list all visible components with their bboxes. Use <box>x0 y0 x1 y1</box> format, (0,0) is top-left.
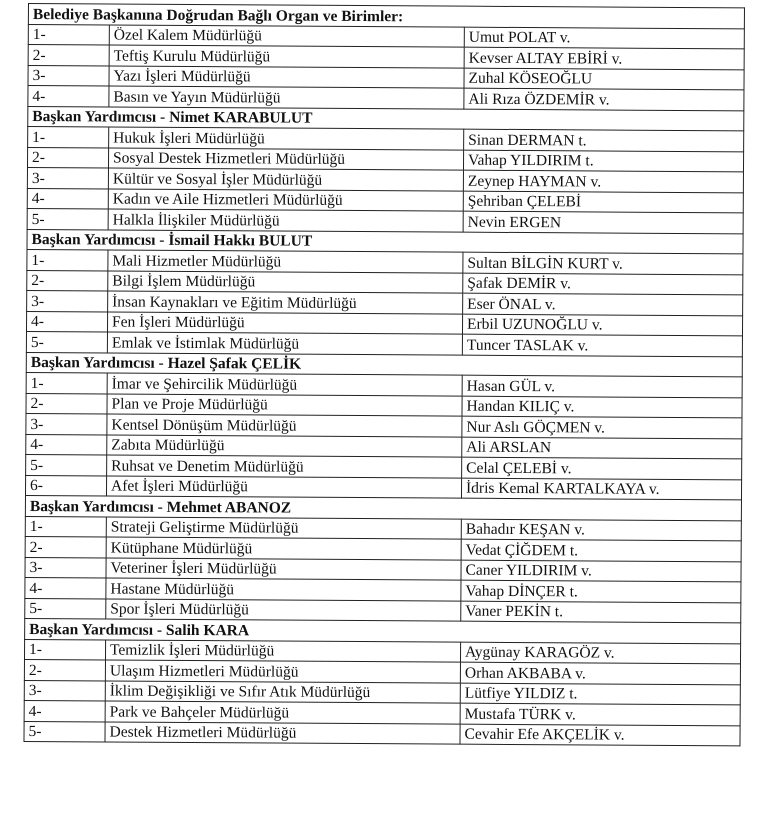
unit-name: İmar ve Şehircilik Müdürlüğü <box>107 373 462 396</box>
row-number: 2- <box>27 270 108 291</box>
unit-head-name: Nevin ERGEN <box>463 211 743 233</box>
unit-name: Veteriner İşleri Müdürlüğü <box>106 557 461 580</box>
row-number: 1- <box>27 249 108 270</box>
unit-head-name: Ali Rıza ÖZDEMİR v. <box>464 88 744 110</box>
unit-name: Hastane Müdürlüğü <box>106 578 461 601</box>
unit-head-name: Şehriban ÇELEBİ <box>463 191 743 213</box>
unit-name: Zabıta Müdürlüğü <box>107 434 462 457</box>
row-number: 5- <box>25 598 106 619</box>
unit-head-name: Umut POLAT v. <box>464 27 744 49</box>
unit-name: Ruhsat ve Denetim Müdürlüğü <box>107 455 462 478</box>
row-number: 2- <box>26 393 107 414</box>
unit-name: Fen İşleri Müdürlüğü <box>107 311 462 334</box>
section-title: Başkan Yardımcısı - Salih KARA <box>25 618 741 643</box>
row-number: 3- <box>27 290 108 311</box>
section-title: Başkan Yardımcısı - İsmail Hakkı BULUT <box>27 229 743 254</box>
row-number: 2- <box>24 659 105 680</box>
row-number: 4- <box>27 188 108 209</box>
unit-name: Halkla İlişkiler Müdürlüğü <box>108 209 463 232</box>
section-title: Başkan Yardımcısı - Hazel Şafak ÇELİK <box>26 352 742 377</box>
unit-name: Kütüphane Müdürlüğü <box>106 537 461 560</box>
row-number: 1- <box>28 127 109 148</box>
row-number: 5- <box>24 721 105 742</box>
row-number: 4- <box>28 86 109 107</box>
document-page <box>23 3 744 746</box>
unit-name: Destek Hizmetleri Müdürlüğü <box>105 721 460 744</box>
unit-head-name: Handan KILIÇ v. <box>462 396 742 418</box>
unit-name: Strateji Geliştirme Müdürlüğü <box>106 516 461 539</box>
unit-head-name: Nur Aslı GÖÇMEN v. <box>462 416 742 438</box>
unit-head-name: Sultan BİLGİN KURT v. <box>463 252 743 274</box>
unit-name: Özel Kalem Müdürlüğü <box>109 24 464 47</box>
row-number: 6- <box>25 475 106 496</box>
unit-head-name: Vahap YILDIRIM t. <box>463 150 743 172</box>
unit-head-name: Bahadır KEŞAN v. <box>461 519 741 541</box>
unit-name: Teftiş Kurulu Müdürlüğü <box>109 45 464 68</box>
row-number: 5- <box>27 208 108 229</box>
unit-head-name: Tuncer TASLAK v. <box>462 334 742 356</box>
row-number: 1- <box>26 372 107 393</box>
organization-table <box>23 3 745 746</box>
unit-head-name: Kevser ALTAY EBİRİ v. <box>464 47 744 69</box>
row-number: 2- <box>28 45 109 66</box>
unit-head-name: Şafak DEMİR v. <box>463 273 743 295</box>
unit-head-name: Celal ÇELEBİ v. <box>462 457 742 479</box>
unit-head-name: Zuhal KÖSEOĞLU <box>464 68 744 90</box>
unit-name: İnsan Kaynakları ve Eğitim Müdürlüğü <box>108 291 463 314</box>
unit-name: Spor İşleri Müdürlüğü <box>106 598 461 621</box>
unit-head-name: Mustafa TÜRK v. <box>460 703 740 725</box>
unit-name: Emlak ve İstimlak Müdürlüğü <box>107 332 462 355</box>
section-title: Başkan Yardımcısı - Mehmet ABANOZ <box>25 495 741 520</box>
row-number: 4- <box>26 311 107 332</box>
unit-head-name: Eser ÖNAL v. <box>463 293 743 315</box>
unit-name: Afet İşleri Müdürlüğü <box>106 475 461 498</box>
unit-name: Kadın ve Aile Hizmetleri Müdürlüğü <box>108 188 463 211</box>
unit-name: Kentsel Dönüşüm Müdürlüğü <box>107 414 462 437</box>
unit-head-name: Sinan DERMAN t. <box>464 129 744 151</box>
unit-head-name: Caner YILDIRIM v. <box>461 560 741 582</box>
unit-name: İklim Değişikliği ve Sıfır Atık Müdürlüğü <box>105 680 460 703</box>
unit-name: Temizlik İşleri Müdürlüğü <box>105 639 460 662</box>
unit-name: Plan ve Proje Müdürlüğü <box>107 393 462 416</box>
unit-name: Bilgi İşlem Müdürlüğü <box>108 270 463 293</box>
row-number: 3- <box>27 167 108 188</box>
row-number: 3- <box>25 557 106 578</box>
unit-name: Kültür ve Sosyal İşler Müdürlüğü <box>108 168 463 191</box>
unit-name: Sosyal Destek Hizmetleri Müdürlüğü <box>108 147 463 170</box>
unit-name: Park ve Bahçeler Müdürlüğü <box>105 701 460 724</box>
unit-name: Ulaşım Hizmetleri Müdürlüğü <box>105 660 460 683</box>
row-number: 2- <box>27 147 108 168</box>
row-number: 4- <box>26 434 107 455</box>
row-number: 3- <box>28 65 109 86</box>
section-title: Başkan Yardımcısı - Nimet KARABULUT <box>28 106 744 131</box>
unit-name: Yazı İşleri Müdürlüğü <box>109 65 464 88</box>
row-number: 1- <box>24 639 105 660</box>
unit-name: Basın ve Yayın Müdürlüğü <box>109 86 464 109</box>
unit-head-name: Lütfiye YILDIZ t. <box>460 683 740 705</box>
row-number: 1- <box>28 24 109 45</box>
unit-name: Mali Hizmetler Müdürlüğü <box>108 250 463 273</box>
unit-head-name: Cevahir Efe AKÇELİK v. <box>460 724 740 746</box>
row-number: 4- <box>25 577 106 598</box>
row-number: 5- <box>26 454 107 475</box>
unit-head-name: Vahap DİNÇER t. <box>461 580 741 602</box>
unit-head-name: İdris Kemal KARTALKAYA v. <box>461 478 741 500</box>
table-row <box>24 721 740 746</box>
unit-head-name: Orhan AKBABA v. <box>460 662 740 684</box>
unit-head-name: Vaner PEKİN t. <box>461 601 741 623</box>
row-number: 5- <box>26 331 107 352</box>
unit-head-name: Erbil UZUNOĞLU v. <box>462 314 742 336</box>
unit-head-name: Zeynep HAYMAN v. <box>463 170 743 192</box>
row-number: 3- <box>26 413 107 434</box>
row-number: 1- <box>25 516 106 537</box>
unit-head-name: Vedat ÇİĞDEM t. <box>461 539 741 561</box>
row-number: 2- <box>25 536 106 557</box>
organization-table-body <box>24 4 745 746</box>
row-number: 4- <box>24 700 105 721</box>
unit-head-name: Hasan GÜL v. <box>462 375 742 397</box>
unit-head-name: Aygünay KARAGÖZ v. <box>460 642 740 664</box>
unit-head-name: Ali ARSLAN <box>462 437 742 459</box>
row-number: 3- <box>24 680 105 701</box>
section-title: Belediye Başkanına Doğrudan Bağlı Organ ve Birimler: <box>28 4 744 29</box>
unit-name: Hukuk İşleri Müdürlüğü <box>109 127 464 150</box>
